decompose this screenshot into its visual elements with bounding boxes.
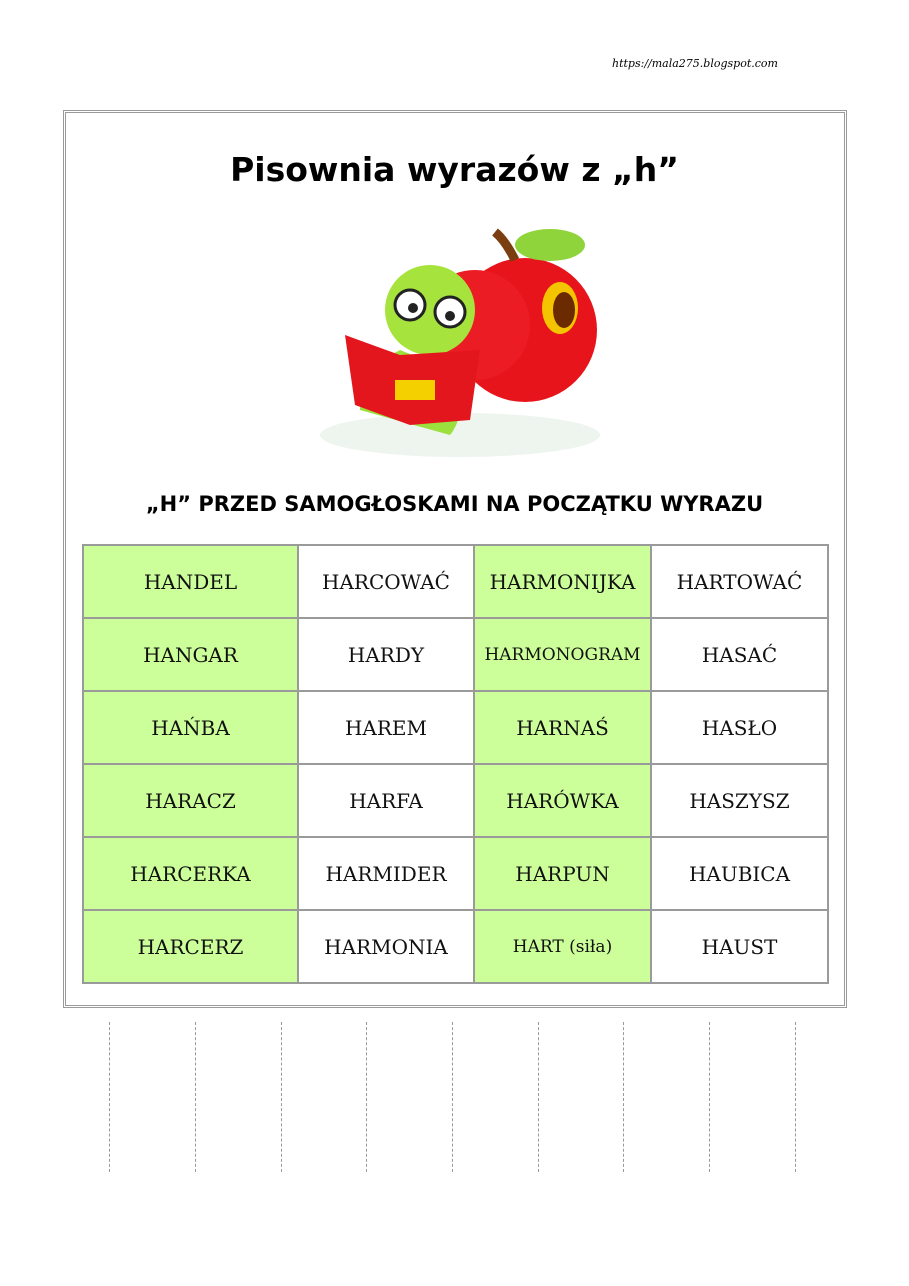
word-cell: HAREM bbox=[298, 691, 474, 764]
word-cell: HAŃBA bbox=[83, 691, 298, 764]
word-cell: HASZYSZ bbox=[651, 764, 828, 837]
dashed-cut-line bbox=[795, 1022, 796, 1172]
dashed-cut-line bbox=[709, 1022, 710, 1172]
dashed-cut-line bbox=[109, 1022, 110, 1172]
word-cell: HARCOWAĆ bbox=[298, 545, 474, 618]
word-cell: HARCERZ bbox=[83, 910, 298, 983]
word-cell: HARMONIA bbox=[298, 910, 474, 983]
word-cell: HARCERKA bbox=[83, 837, 298, 910]
dashed-cut-line bbox=[538, 1022, 539, 1172]
word-cell: HARMIDER bbox=[298, 837, 474, 910]
dashed-cut-line bbox=[281, 1022, 282, 1172]
word-cell: HASAĆ bbox=[651, 618, 828, 691]
section-heading: „H” PRZED SAMOGŁOSKAMI NA POCZĄTKU WYRAZU bbox=[145, 492, 764, 516]
page-title: Pisownia wyrazów z „h” bbox=[230, 150, 679, 189]
word-cell: HARDY bbox=[298, 618, 474, 691]
table-row bbox=[83, 910, 828, 983]
word-cell: HARFA bbox=[298, 764, 474, 837]
word-cell: HARÓWKA bbox=[474, 764, 651, 837]
word-cell: HARNAŚ bbox=[474, 691, 651, 764]
word-table bbox=[82, 544, 829, 984]
dashed-cut-line bbox=[623, 1022, 624, 1172]
word-cell: HARMONOGRAM bbox=[474, 618, 651, 691]
word-cell: HARACZ bbox=[83, 764, 298, 837]
dashed-cut-line bbox=[195, 1022, 196, 1172]
dashed-cut-line bbox=[366, 1022, 367, 1172]
word-cell: HARPUN bbox=[474, 837, 651, 910]
word-cell: HARMONIJKA bbox=[474, 545, 651, 618]
table-row bbox=[83, 618, 828, 691]
table-row bbox=[83, 837, 828, 910]
bookworm-apple-illustration bbox=[300, 220, 610, 470]
word-cell: HANGAR bbox=[83, 618, 298, 691]
dashed-cut-line bbox=[452, 1022, 453, 1172]
word-cell: HASŁO bbox=[651, 691, 828, 764]
table-row bbox=[83, 545, 828, 618]
word-cell: HAUBICA bbox=[651, 837, 828, 910]
table-row bbox=[83, 691, 828, 764]
word-cell: HART (siła) bbox=[474, 910, 651, 983]
table-row bbox=[83, 764, 828, 837]
word-cell: HARTOWAĆ bbox=[651, 545, 828, 618]
word-cell: HAUST bbox=[651, 910, 828, 983]
source-url: https://mala275.blogspot.com bbox=[612, 57, 778, 70]
word-cell: HANDEL bbox=[83, 545, 298, 618]
